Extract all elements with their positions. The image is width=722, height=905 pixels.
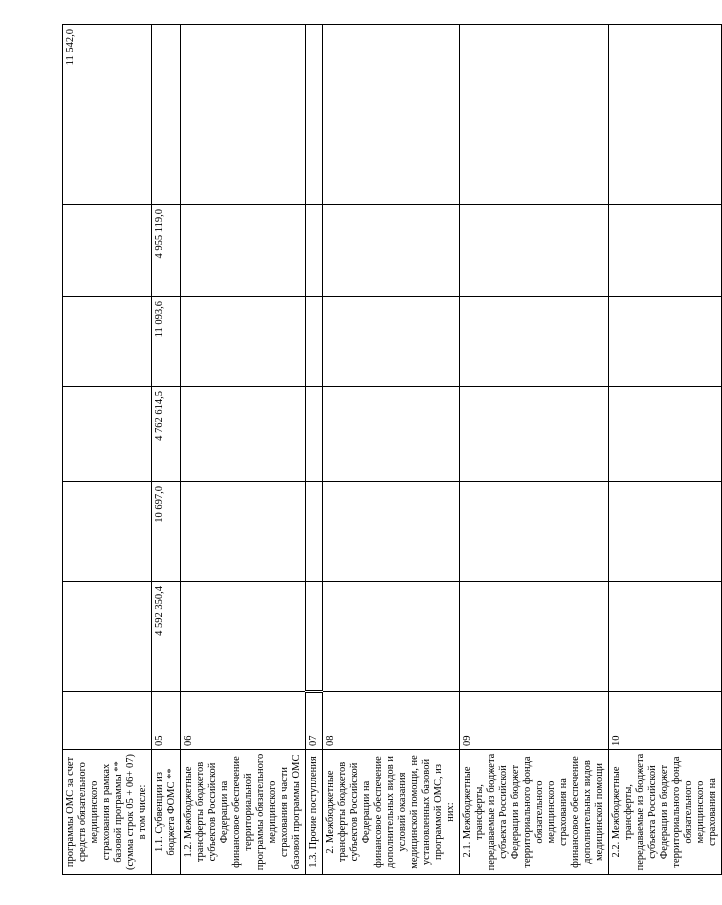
value-cell [323,482,460,582]
value-cell [306,582,323,692]
value-cell [181,582,306,692]
value-cell [460,205,609,297]
table-row [152,25,181,875]
value-cell [609,387,722,482]
value-cell [609,205,722,297]
value-cell [181,205,306,297]
value-cell [609,25,722,205]
row-code: 10 [609,692,722,750]
value-cell [306,387,323,482]
value-cell [323,297,460,387]
value-cell [306,297,323,387]
value-cell [63,387,152,482]
value-cell [323,582,460,692]
value-cell [152,25,181,205]
value-cell [460,482,609,582]
table-row [63,25,152,875]
row-code [63,692,152,750]
value-cell [181,25,306,205]
value-cell [63,482,152,582]
row-code: 06 [181,692,306,750]
value-cell [609,297,722,387]
value-cell: 10 697,0 [152,482,181,582]
row-label: 1.1. Субвенции из бюджета ФОМС ** [152,750,181,875]
row-code: 07 [306,692,323,750]
value-cell [306,205,323,297]
row-label: программы ОМС за счет средств обязательного медицинского страхования в рамках базовой программы ** (сумма строк 05 + 06+ 07) в том числе: [63,750,152,875]
value-cell: 4 592 350,4 [152,582,181,692]
financing-table [62,24,722,875]
value-cell [181,482,306,582]
value-cell: 11 542,0 [63,25,152,205]
row-code: 08 [323,692,460,750]
value-cell [181,387,306,482]
rotated-page [62,25,718,875]
landscape-table-wrapper [62,25,718,875]
table-row [609,25,722,875]
value-cell [609,482,722,582]
table-row [181,25,306,875]
value-cell [460,387,609,482]
value-cell [460,25,609,205]
value-cell [306,482,323,582]
value-cell [460,297,609,387]
value-cell [323,205,460,297]
row-code: 09 [460,692,609,750]
value-cell [63,582,152,692]
value-cell [63,205,152,297]
value-cell [609,582,722,692]
value-cell [181,297,306,387]
row-label: 2. Межбюджетные трансферты бюджетов субъектов Российской Федерации на финансовое обеспечение дополнительных видов и условий оказания медицинской помощи, не установленных базовой программой ОМС, из них: [323,750,460,875]
value-cell [460,582,609,692]
value-cell [323,387,460,482]
row-label: 2.1. Межбюджетные трансферты, передаваемые из бюджета субъекта Российской Федерации в бюджет территориального фонда обязательного медицинского страхования на финансовое обеспечение дополнительных видов медицинской помощи [460,750,609,875]
row-label: 1.2. Межбюджетные трансферты бюджетов субъектов Российской Федерации на финансовое обеспечение территориальной программы обязательного медицинского страхования в части базовой программы ОМС [181,750,306,875]
value-cell: 4 955 119,0 [152,205,181,297]
row-code: 05 [152,692,181,750]
value-cell: 11 093,6 [152,297,181,387]
row-label: 1.3. Прочие поступления [306,750,323,875]
table-row [306,25,323,875]
row-label: 2.2. Межбюджетные трансферты, передаваемые из бюджета субъекта Российской Федерации в бюджет территориального фонда обязательного медицинского страхования на [609,750,722,875]
table-row [323,25,460,875]
value-cell: 4 762 614,5 [152,387,181,482]
value-cell [323,25,460,205]
value-cell [63,297,152,387]
table-row [460,25,609,875]
value-cell [306,25,323,205]
